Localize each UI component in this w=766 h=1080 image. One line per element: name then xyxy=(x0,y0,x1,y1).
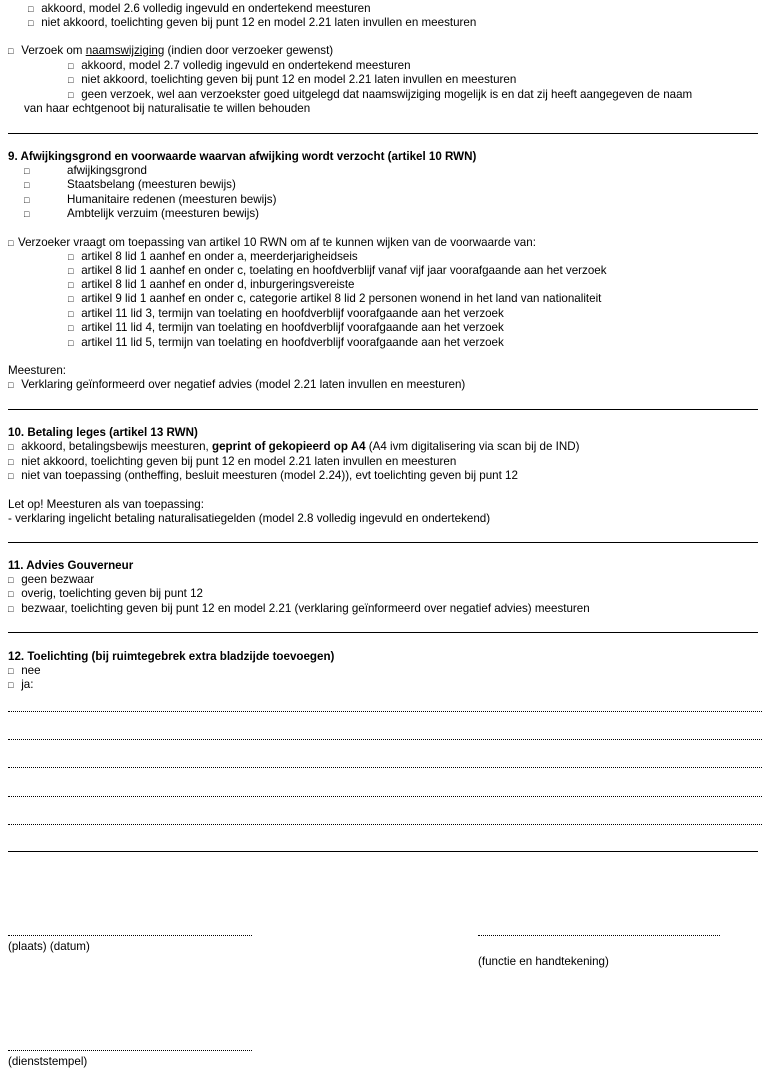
checkbox-icon: □ xyxy=(8,457,14,467)
checkbox-icon: □ xyxy=(68,338,74,348)
checkbox-icon: □ xyxy=(24,166,30,176)
advice-option-3[interactable] xyxy=(8,602,590,617)
request-label: Verzoeker vraagt om toepassing van artikel 10 RWN om af te kunnen wijken van de voorwaarde van: xyxy=(18,236,536,249)
option-label: artikel 9 lid 1 aanhef en onder c, categorie artikel 8 lid 2 personen wonend in het land van nationaliteit xyxy=(81,292,602,305)
checkbox-icon: □ xyxy=(8,575,14,585)
checkbox-icon: □ xyxy=(24,209,30,219)
advice-option-2[interactable] xyxy=(8,587,203,602)
ground-option-2[interactable] xyxy=(24,178,236,193)
checkbox-icon: □ xyxy=(8,238,14,248)
payment-note-item: - verklaring ingelicht betaling naturalisatiegelden (model 2.8 volledig ingevuld en ondertekend) xyxy=(8,512,491,525)
checkbox-icon: □ xyxy=(8,666,14,676)
condition-option-6[interactable] xyxy=(68,321,504,336)
name-change-suffix: (indien door verzoeker gewenst) xyxy=(164,44,334,57)
checkbox-icon: □ xyxy=(28,18,34,28)
checkbox-icon: □ xyxy=(24,195,30,205)
option-label: overig, toelichting geven bij punt 12 xyxy=(21,587,203,600)
advice-option-1[interactable] xyxy=(8,573,94,588)
option-label-bold: geprint of gekopieerd op A4 xyxy=(212,440,366,453)
option-label: nee xyxy=(21,664,41,677)
checkbox-icon: □ xyxy=(8,680,14,690)
explanation-option-no[interactable] xyxy=(8,664,41,679)
option-label: geen verzoek, wel aan verzoekster goed uitgelegd dat naamswijziging mogelijk is en dat zij heeft aangegeven de naam xyxy=(81,88,693,101)
function-signature-label: (functie en handtekening) xyxy=(478,955,609,968)
checkbox-icon: □ xyxy=(68,252,74,262)
payment-option-1[interactable] xyxy=(8,440,579,455)
payment-note: Let op! Meesturen als van toepassing: xyxy=(8,498,204,511)
checkbox-icon: □ xyxy=(8,589,14,599)
checkbox-icon: □ xyxy=(68,309,74,319)
explanation-line-3[interactable] xyxy=(8,767,762,768)
name-change-option-1[interactable] xyxy=(68,59,411,74)
option-label: Ambtelijk verzuim (meesturen bewijs) xyxy=(67,207,259,220)
condition-option-7[interactable] xyxy=(68,336,504,351)
checkbox-icon: □ xyxy=(68,323,74,333)
ground-option-1[interactable] xyxy=(24,164,147,179)
section-9-title: 9. Afwijkingsgrond en voorwaarde waarvan afwijking wordt verzocht (artikel 10 RWN) xyxy=(8,150,477,163)
section-12-title: 12. Toelichting (bij ruimtegebrek extra bladzijde toevoegen) xyxy=(8,650,335,663)
explanation-line-2[interactable] xyxy=(8,739,762,740)
section-divider xyxy=(8,542,758,543)
section-divider xyxy=(8,409,758,410)
checkbox-icon: □ xyxy=(8,471,14,481)
condition-option-1[interactable] xyxy=(68,250,358,265)
checkbox-icon: □ xyxy=(68,280,74,290)
option-label: Staatsbelang (meesturen bewijs) xyxy=(67,178,236,191)
option-label: afwijkingsgrond xyxy=(67,164,147,177)
option-label: artikel 8 lid 1 aanhef en onder a, meerderjarigheidseis xyxy=(81,250,358,263)
condition-option-4[interactable] xyxy=(68,292,601,307)
name-change-prefix: Verzoek om xyxy=(21,44,86,57)
section-divider xyxy=(8,632,758,633)
option-label: artikel 8 lid 1 aanhef en onder c, toelating en hoofdverblijf vanaf vijf jaar voorafgaande aan het verzoek xyxy=(81,264,607,277)
payment-option-3[interactable] xyxy=(8,469,518,484)
name-change-option-2[interactable] xyxy=(68,73,516,88)
checkbox-icon: □ xyxy=(8,380,14,390)
option-label: Verklaring geïnformeerd over negatief advies (model 2.21 laten invullen en meesturen) xyxy=(21,378,466,391)
checkbox-icon: □ xyxy=(8,604,14,614)
section-10-title: 10. Betaling leges (artikel 13 RWN) xyxy=(8,426,198,439)
section-divider xyxy=(8,133,758,134)
top-option-2[interactable] xyxy=(28,16,476,31)
option-label: artikel 11 lid 4, termijn van toelating en hoofdverblijf voorafgaande aan het verzoek xyxy=(81,321,504,334)
option-label: artikel 11 lid 3, termijn van toelating en hoofdverblijf voorafgaande aan het verzoek xyxy=(81,307,504,320)
checkbox-icon: □ xyxy=(68,266,74,276)
name-change-option-3[interactable] xyxy=(68,88,692,103)
section-11-title: 11. Advies Gouverneur xyxy=(8,559,134,572)
checkbox-icon: □ xyxy=(68,75,74,85)
option-label: artikel 8 lid 1 aanhef en onder d, inburgeringsvereiste xyxy=(81,278,355,291)
stamp-label: (dienststempel) xyxy=(8,1055,88,1068)
option-label: bezwaar, toelichting geven bij punt 12 en model 2.21 (verklaring geïnformeerd over negatief advies) meesturen xyxy=(21,602,590,615)
option-label: geen bezwaar xyxy=(21,573,95,586)
checkbox-icon: □ xyxy=(68,294,74,304)
condition-option-2[interactable] xyxy=(68,264,607,279)
option-label: artikel 11 lid 5, termijn van toelating en hoofdverblijf voorafgaande aan het verzoek xyxy=(81,336,504,349)
checkbox-icon: □ xyxy=(8,442,14,452)
option-label: Humanitaire redenen (meesturen bewijs) xyxy=(67,193,277,206)
condition-option-3[interactable] xyxy=(68,278,355,293)
ground-option-4[interactable] xyxy=(24,207,259,222)
payment-option-2[interactable] xyxy=(8,455,456,470)
option-label: akkoord, model 2.7 volledig ingevuld en ondertekend meesturen xyxy=(81,59,411,72)
top-option-1[interactable] xyxy=(28,2,371,17)
checkbox-icon: □ xyxy=(24,180,30,190)
option-label-note: (A4 ivm digitalisering via scan bij de IND) xyxy=(365,440,580,453)
checkbox-icon: □ xyxy=(8,46,14,56)
explanation-line-1[interactable] xyxy=(8,711,762,712)
send-label: Meesturen: xyxy=(8,364,66,377)
place-date-label: (plaats) (datum) xyxy=(8,940,90,953)
ground-option-3[interactable] xyxy=(24,193,277,208)
option-label: akkoord, model 2.6 volledig ingevuld en ondertekend meesturen xyxy=(41,2,371,15)
section-divider xyxy=(8,851,758,852)
place-date-line[interactable] xyxy=(8,935,252,936)
explanation-option-yes[interactable] xyxy=(8,678,33,693)
checkbox-icon: □ xyxy=(68,61,74,71)
stamp-line[interactable] xyxy=(8,1050,252,1051)
explanation-line-4[interactable] xyxy=(8,796,762,797)
option-label: niet akkoord, toelichting geven bij punt 12 en model 2.21 laten invullen en meesturen xyxy=(81,73,517,86)
condition-option-5[interactable] xyxy=(68,307,504,322)
explanation-line-5[interactable] xyxy=(8,824,762,825)
article-10-request[interactable] xyxy=(8,236,536,251)
checkbox-icon: □ xyxy=(68,90,74,100)
name-change-continuation: van haar echtgenoot bij naturalisatie te willen behouden xyxy=(24,102,311,115)
option-label: niet akkoord, toelichting geven bij punt 12 en model 2.21 laten invullen en meesturen xyxy=(21,455,457,468)
name-change-request[interactable] xyxy=(8,44,333,59)
name-change-link: naamswijziging xyxy=(85,44,165,57)
send-option[interactable] xyxy=(8,378,465,393)
option-label: ja: xyxy=(21,678,34,691)
option-label: niet akkoord, toelichting geven bij punt 12 en model 2.21 laten invullen en meesturen xyxy=(41,16,477,29)
option-label: niet van toepassing (ontheffing, besluit meesturen (model 2.24)), evt toelichting geven bij punt 12 xyxy=(21,469,518,482)
option-label: akkoord, betalingsbewijs meesturen, xyxy=(21,440,212,453)
signature-line[interactable] xyxy=(478,935,720,936)
checkbox-icon: □ xyxy=(28,4,34,14)
